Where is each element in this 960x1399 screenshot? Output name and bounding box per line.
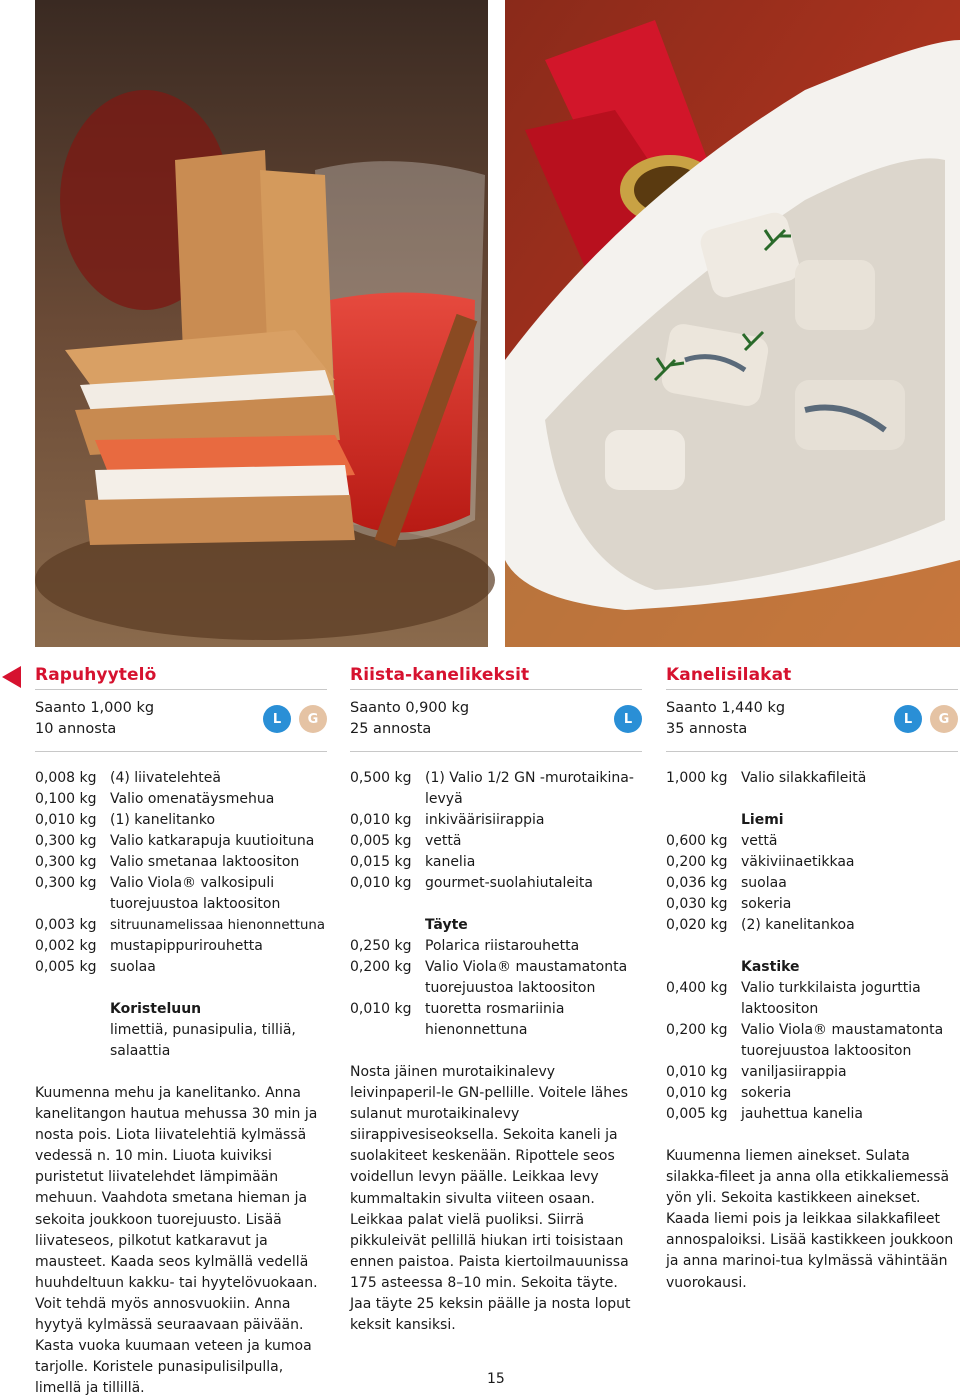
ingredient-qty: 0,003 kg [35, 917, 97, 933]
ingredient-name: Valio silakkafileitä [741, 770, 867, 786]
recipe-title: Riista-kanelikeksit [350, 660, 642, 690]
ingredient-row [350, 831, 642, 852]
ingredient-qty: 0,010 kg [35, 812, 97, 828]
ingredient-qty: 0,030 kg [666, 896, 728, 912]
diet-badges [894, 705, 958, 733]
ingredient-qty: 0,010 kg [350, 812, 412, 828]
ingredient-row [35, 936, 327, 957]
ingredient-name: vaniljasiirappia [741, 1064, 847, 1080]
recipe-method: Kuumenna liemen ainekset. Sulata silakka-fileet ja anna olla etikkaliemessä yön yli. Sekoita kastikkeen ainekset. Kaada liemi pois ja leikkaa silakkafileet annospaloiksi. Lisää kastikkeen joukkoon ja anna marinoi-tua kylmässä vähintään vuorokausi. [666, 1148, 954, 1291]
ingredient-qty: 0,200 kg [350, 959, 412, 975]
ingredient-qty: 0,400 kg [666, 980, 728, 996]
ingredient-qty: 0,200 kg [666, 854, 728, 870]
ingredient-qty: 1,000 kg [666, 770, 728, 786]
ingredient-qty: 0,015 kg [350, 854, 412, 870]
ingredient-name: inkiväärisiirappia [425, 812, 545, 828]
photo-rapuhyytelo [35, 0, 488, 647]
ingredient-name: tuoretta rosmariinia hienonnettuna [425, 1001, 565, 1038]
ingredient-row [350, 999, 642, 1041]
ingredient-qty: 0,036 kg [666, 875, 728, 891]
back-arrow-icon[interactable] [2, 666, 21, 688]
ingredient-qty: 0,010 kg [350, 1001, 412, 1017]
ingredient-name: suolaa [110, 959, 156, 975]
ingredient-name: mustapippurirouhetta [110, 938, 263, 954]
ingredient-qty: 0,020 kg [666, 917, 728, 933]
ingredient-row [666, 1083, 958, 1104]
ingredient-row [35, 831, 327, 852]
ingredient-row [35, 957, 327, 978]
ingredient-name: vettä [425, 833, 462, 849]
ingredient-row [666, 978, 958, 1020]
ingredient-qty: 0,500 kg [350, 770, 412, 786]
sauce-heading: Kastike [741, 959, 800, 975]
ingredient-name: gourmet-suolahiutaleita [425, 875, 593, 891]
recipe-rapuhyytelo [35, 660, 327, 1399]
garnish-text: limettiä, punasipulia, tilliä, salaattia [110, 1022, 296, 1059]
recipe-yield [350, 690, 642, 752]
ingredient-qty: 0,100 kg [35, 791, 97, 807]
lactose-free-badge: L [263, 705, 291, 733]
recipe-title: Rapuhyytelö [35, 660, 327, 690]
ingredient-qty: 0,010 kg [350, 875, 412, 891]
ingredient-row [35, 789, 327, 810]
ingredient-row [666, 894, 958, 915]
ingredient-list [35, 768, 327, 1062]
diet-badges [263, 705, 327, 733]
ingredient-name: Valio katkarapuja kuutioituna [110, 833, 315, 849]
yield-weight: Saanto 1,440 kg [666, 700, 786, 716]
recipe-title: Kanelisilakat [666, 660, 958, 690]
yield-weight: Saanto 1,000 kg [35, 700, 155, 716]
ingredient-name: Valio Viola® maustamatonta tuorejuustoa laktoositon [425, 959, 628, 996]
recipe-riista-kanelikeksit [350, 660, 642, 1336]
garnish-heading: Koristeluun [110, 1001, 202, 1017]
ingredient-name: väkiviinaetikkaa [741, 854, 855, 870]
ingredient-name: Valio turkkilaista jogurttia laktoositon [741, 980, 921, 1017]
ingredient-name: (2) kanelitankoa [741, 917, 855, 933]
ingredient-name: sokeria [741, 896, 792, 912]
ingredient-row [666, 1104, 958, 1125]
page-number: 15 [487, 1371, 505, 1387]
recipe-method: Kuumenna mehu ja kanelitanko. Anna kanelitangon hautua mehussa 30 min ja nosta pois. Liota liivatelehtiä kylmässä vedessä n. 10 min. Liuota kuiviksi puristetut liivatelehdet lämpimään mehuun. Vaahdota smetana hieman ja sekoita joukkoon tuorejuusto. Lisää liivateseos, pilkotut katkaravut ja mausteet. Kaada seos kylmällä vedellä huuhdeltuun kakku- tai hyytelövuokaan. Voit tehdä myös annosvuokiin. Anna hyytyä kylmässä seuraavaan päivään. Kasta vuoka kuumaan veteen ja kumoa tarjolle. Koristele punasipulisilpulla, limellä ja tillillä. [35, 1085, 318, 1397]
ingredient-name: kanelia [425, 854, 476, 870]
garnish-row [35, 1020, 327, 1062]
ingredient-row [350, 768, 642, 810]
yield-weight: Saanto 0,900 kg [350, 700, 470, 716]
ingredient-qty: 0,005 kg [350, 833, 412, 849]
ingredient-name: Valio omenatäysmehua [110, 791, 275, 807]
ingredient-qty: 0,300 kg [35, 833, 97, 849]
ingredient-qty: 0,010 kg [666, 1064, 728, 1080]
ingredient-qty: 0,300 kg [35, 854, 97, 870]
ingredient-name: suolaa [741, 875, 787, 891]
ingredient-row [35, 768, 327, 789]
filling-heading: Täyte [425, 917, 468, 933]
ingredient-name: Valio Viola® maustamatonta tuorejuustoa laktoositon [741, 1022, 944, 1059]
lactose-free-badge: L [894, 705, 922, 733]
ingredient-name: Valio smetanaa laktoositon [110, 854, 300, 870]
recipe-yield [666, 690, 958, 752]
ingredient-qty: 0,600 kg [666, 833, 728, 849]
broth-heading: Liemi [741, 812, 784, 828]
ingredient-row [666, 768, 958, 789]
recipe-method: Nosta jäinen murotaikinalevy leivinpaperil-le GN-pellille. Voitele lähes sulanut murotaikinalevy siirappivesiseoksella. Sekoita kaneli ja suolakiteet keskenään. Ripottele seos voidellun levyn päälle. Leikkaa levy kummaltakin sivulta viiteen osaan. Leikkaa palat vielä puoliksi. Siirrä pikkuleivät pellillä hiukan irti toisistaan ennen paistoa. Paista kiertoilmauunissa 175 asteessa 8–10 min. Sekoita täyte. Jaa täyte 25 keksin päälle ja nosta loput keksit kansiksi. [350, 1064, 631, 1334]
ingredient-qty: 0,200 kg [666, 1022, 728, 1038]
ingredient-row [350, 873, 642, 894]
ingredient-qty: 0,008 kg [35, 770, 97, 786]
gluten-free-badge: G [930, 705, 958, 733]
ingredient-name: Valio Viola® valkosipuli tuorejuustoa laktoositon [110, 875, 281, 912]
ingredient-qty: 0,300 kg [35, 875, 97, 891]
ingredient-qty: 0,010 kg [666, 1085, 728, 1101]
ingredient-row [350, 936, 642, 957]
diet-badges [614, 705, 642, 733]
ingredient-row [35, 915, 327, 936]
ingredient-name: (4) liivatelehteä [110, 770, 221, 786]
ingredient-row [35, 873, 327, 915]
ingredient-qty: 0,250 kg [350, 938, 412, 954]
ingredient-row [350, 957, 642, 999]
ingredient-row [35, 810, 327, 831]
ingredient-name: sitruunamelissaa hienonnettuna [110, 918, 325, 933]
ingredient-row [666, 1020, 958, 1062]
ingredient-qty: 0,005 kg [666, 1106, 728, 1122]
ingredient-row [666, 831, 958, 852]
ingredient-name: vettä [741, 833, 778, 849]
ingredient-row [350, 852, 642, 873]
ingredient-name: sokeria [741, 1085, 792, 1101]
ingredient-row [666, 915, 958, 936]
recipe-yield [35, 690, 327, 752]
ingredient-row [666, 1062, 958, 1083]
lactose-free-badge: L [614, 705, 642, 733]
ingredient-list [666, 768, 958, 1125]
photo-kanelisilakat [505, 0, 960, 647]
gluten-free-badge: G [299, 705, 327, 733]
ingredient-name: (1) kanelitanko [110, 812, 216, 828]
yield-servings: 10 annosta [35, 721, 117, 737]
ingredient-row [35, 852, 327, 873]
ingredient-list [350, 768, 642, 1041]
yield-servings: 35 annosta [666, 721, 748, 737]
ingredient-row [666, 873, 958, 894]
ingredient-name: (1) Valio 1/2 GN -murotaikina-levyä [425, 770, 634, 807]
ingredient-name: jauhettua kanelia [741, 1106, 863, 1122]
yield-servings: 25 annosta [350, 721, 432, 737]
ingredient-row [350, 810, 642, 831]
ingredient-name: Polarica riistarouhetta [425, 938, 580, 954]
ingredient-qty: 0,002 kg [35, 938, 97, 954]
ingredient-qty: 0,005 kg [35, 959, 97, 975]
ingredient-row [666, 852, 958, 873]
recipe-kanelisilakat [666, 660, 958, 1294]
